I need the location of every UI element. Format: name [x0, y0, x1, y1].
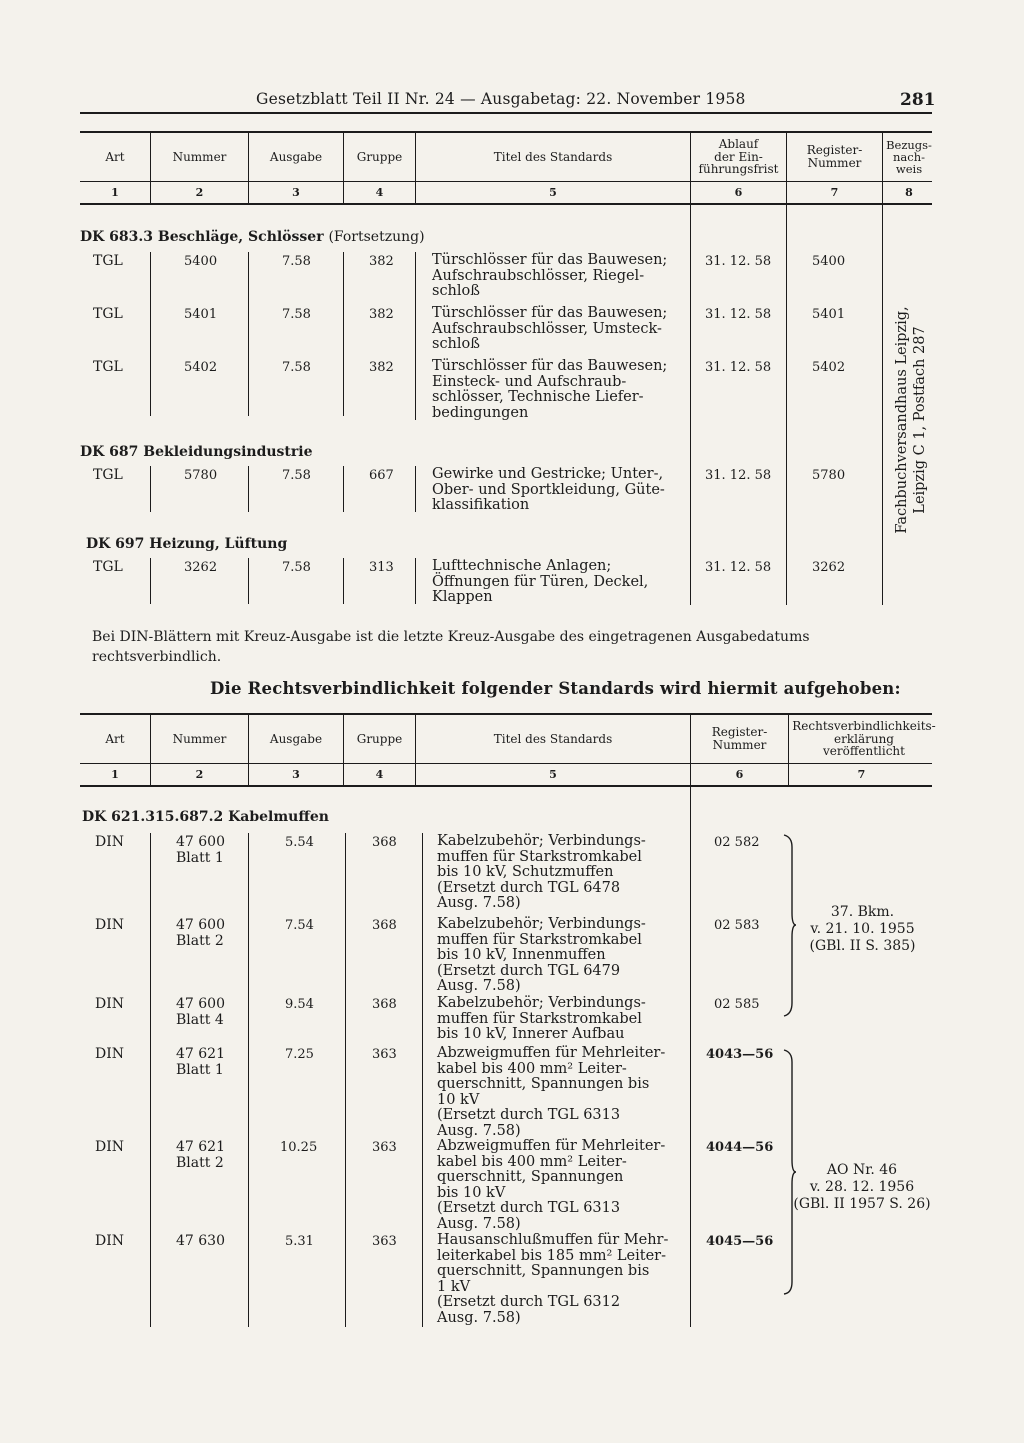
col-number: 1 — [111, 186, 119, 199]
row-titel: Gewirke und Gestricke; Unter-, Ober- und Sportkleidung, Güte- klassifikation — [432, 466, 665, 513]
row-gruppe: 363 — [372, 1140, 397, 1155]
col-header-ausgabe: Ausgabe — [269, 731, 323, 746]
row-gruppe: 368 — [372, 997, 397, 1012]
col-header-nummer: Nummer — [172, 731, 227, 746]
row-register: 02 582 — [714, 835, 760, 850]
table2-body-divider — [150, 833, 151, 1327]
row-frist: 31. 12. 58 — [705, 254, 772, 269]
row-ausgabe: 7.58 — [282, 254, 311, 269]
col-header-register: Register- Nummer — [806, 143, 863, 170]
row-frist: 31. 12. 58 — [705, 468, 772, 483]
row-nummer: 47 621 Blatt 2 — [176, 1139, 225, 1171]
table1-body-divider — [415, 252, 416, 420]
col-header-register: Register- Nummer — [711, 725, 768, 752]
table1-body-divider — [415, 466, 416, 512]
table2-num-rule — [80, 785, 932, 787]
row-register: 5402 — [812, 360, 846, 375]
col-number: 3 — [292, 768, 300, 781]
row-ausgabe: 10.25 — [280, 1140, 318, 1155]
col-number: 7 — [857, 768, 866, 781]
row-register: 4043—56 — [706, 1047, 774, 1062]
table1-col-divider — [882, 131, 883, 605]
row-gruppe: 363 — [372, 1047, 397, 1062]
row-art: TGL — [93, 467, 123, 483]
table2-body-divider — [345, 833, 346, 1327]
bezugsnachweis-vertical: Fachbuchversandhaus Leipzig, Leipzig C 1, Postfach 287 — [894, 306, 928, 534]
row-art: TGL — [93, 559, 123, 575]
row-ausgabe: 7.25 — [285, 1047, 314, 1062]
row-ausgabe: 7.58 — [282, 468, 311, 483]
col-number: 2 — [195, 768, 204, 781]
row-titel: Kabelzubehör; Verbindungs- muffen für Starkstromkabel bis 10 kV, Schutzmuffen (Ersetzt durch TGL 6478 Ausg. 7.58) — [437, 833, 646, 911]
col-number: 4 — [375, 768, 384, 781]
table1-body-divider — [415, 558, 416, 604]
row-frist: 31. 12. 58 — [705, 360, 772, 375]
page-number: 281 — [900, 90, 936, 110]
row-art: DIN — [95, 1233, 125, 1249]
row-gruppe: 368 — [372, 918, 397, 933]
row-art: TGL — [93, 359, 123, 375]
repeal-heading: Die Rechtsverbindlichkeit folgender Standards wird hiermit aufgehoben: — [210, 679, 901, 698]
row-frist: 31. 12. 58 — [705, 560, 772, 575]
section-title — [80, 229, 425, 245]
col-header-veroeffentlicht: Rechtsverbindlichkeits- erklärung veröffentlicht — [792, 719, 936, 759]
table1-body-divider — [248, 252, 249, 416]
row-ausgabe: 7.58 — [282, 360, 311, 375]
row-ausgabe: 5.54 — [285, 835, 314, 850]
row-nummer: 5400 — [184, 254, 218, 269]
row-nummer: 47 600 Blatt 2 — [176, 917, 225, 949]
kreuz-ausgabe-note: Bei DIN-Blättern mit Kreuz-Ausgabe ist die letzte Kreuz-Ausgabe des eingetragenen Ausgabedatums rechtsverbindlich. — [92, 629, 810, 665]
row-register: 02 583 — [714, 918, 760, 933]
row-gruppe: 382 — [369, 307, 394, 322]
table2-body-divider — [690, 787, 691, 1327]
row-gruppe: 382 — [369, 254, 394, 269]
row-register: 3262 — [812, 560, 846, 575]
group-publication: AO Nr. 46 v. 28. 12. 1956 (GBl. II 1957 S. 26) — [793, 1162, 931, 1212]
col-number: 6 — [734, 186, 743, 199]
row-titel: Hausanschlußmuffen für Mehr- leiterkabel bis 185 mm² Leiter- querschnitt, Spannungen bis 1 kV (Ersetzt durch TGL 6312 Ausg. 7.58) — [437, 1232, 669, 1326]
col-header-gruppe: Gruppe — [356, 149, 403, 164]
row-nummer: 5402 — [184, 360, 218, 375]
row-ausgabe: 9.54 — [285, 997, 314, 1012]
row-register: 02 585 — [714, 997, 760, 1012]
table1-body-divider — [343, 252, 344, 416]
row-nummer: 5401 — [184, 307, 218, 322]
section-title-bold: DK 687 Bekleidungsindustrie — [80, 444, 313, 460]
col-header-bezug: Bezugs- nach- weis — [886, 137, 932, 177]
col-header-nummer: Nummer — [172, 149, 227, 164]
table1-body-divider — [150, 252, 151, 416]
table1-body-divider — [248, 466, 249, 512]
table2-body-divider — [248, 833, 249, 1327]
col-number: 8 — [905, 186, 913, 199]
col-number: 5 — [549, 768, 557, 781]
row-titel: Türschlösser für das Bauwesen; Aufschraubschlösser, Umsteck- schloß — [432, 305, 668, 352]
header-rule — [80, 112, 932, 114]
row-register: 5780 — [812, 468, 846, 483]
col-header-gruppe: Gruppe — [356, 731, 403, 746]
table2-head-rule — [80, 763, 932, 764]
row-register: 5401 — [812, 307, 846, 322]
section-title-bold: DK 683.3 Beschläge, Schlösser — [80, 229, 324, 245]
col-number: 2 — [195, 186, 204, 199]
table1-body-divider — [150, 558, 151, 604]
row-nummer: 47 621 Blatt 1 — [176, 1046, 225, 1078]
table1-col-divider — [786, 131, 787, 605]
section-title — [80, 444, 313, 460]
table1-body-divider — [343, 466, 344, 512]
section-title — [86, 536, 287, 552]
table1-body-divider — [150, 466, 151, 512]
row-nummer: 47 600 Blatt 1 — [176, 834, 225, 866]
col-number: 5 — [549, 186, 557, 199]
row-register: 5400 — [812, 254, 846, 269]
row-nummer: 47 630 — [176, 1233, 225, 1249]
col-header-ausgabe: Ausgabe — [269, 149, 323, 164]
col-header-art: Art — [105, 731, 125, 746]
row-titel: Abzweigmuffen für Mehrleiter- kabel bis 400 mm² Leiter- querschnitt, Spannungen bis 10 kV (Ersetzt durch TGL 6313 Ausg. 7.58) — [437, 1045, 666, 1139]
table1-body-divider — [248, 558, 249, 604]
row-art: DIN — [95, 996, 125, 1012]
col-header-art: Art — [105, 149, 125, 164]
row-frist: 31. 12. 58 — [705, 307, 772, 322]
row-ausgabe: 7.54 — [285, 918, 314, 933]
row-nummer: 47 600 Blatt 4 — [176, 996, 225, 1028]
row-gruppe: 363 — [372, 1234, 397, 1249]
table2-body-divider — [422, 833, 423, 1327]
row-gruppe: 368 — [372, 835, 397, 850]
col-header-titel: Titel des Standards — [493, 149, 613, 164]
row-register: 4045—56 — [706, 1234, 774, 1249]
row-register: 4044—56 — [706, 1140, 774, 1155]
col-header-titel: Titel des Standards — [493, 731, 613, 746]
row-titel: Lufttechnische Anlagen; Öffnungen für Türen, Deckel, Klappen — [432, 558, 649, 605]
table1-num-rule — [80, 203, 932, 205]
table1-head-rule — [80, 181, 932, 182]
row-gruppe: 313 — [369, 560, 394, 575]
row-titel: Kabelzubehör; Verbindungs- muffen für Starkstromkabel bis 10 kV, Innenmuffen (Ersetzt durch TGL 6479 Ausg. 7.58) — [437, 916, 646, 994]
col-number: 4 — [375, 186, 384, 199]
section-title-plain: (Fortsetzung) — [328, 229, 425, 245]
row-titel: Kabelzubehör; Verbindungs- muffen für Starkstromkabel bis 10 kV, Innerer Aufbau — [437, 995, 646, 1042]
row-ausgabe: 7.58 — [282, 560, 311, 575]
row-gruppe: 667 — [369, 468, 394, 483]
col-number: 1 — [111, 768, 119, 781]
section-title-bold: DK 697 Heizung, Lüftung — [86, 536, 288, 552]
table1-col-divider — [690, 131, 691, 605]
row-art: DIN — [95, 1139, 125, 1155]
row-nummer: 5780 — [184, 468, 218, 483]
row-art: DIN — [95, 834, 125, 850]
col-number: 3 — [292, 186, 300, 199]
row-gruppe: 382 — [369, 360, 394, 375]
group-publication: 37. Bkm. v. 21. 10. 1955 (GBl. II S. 385) — [809, 904, 916, 954]
row-nummer: 3262 — [184, 560, 218, 575]
section-title: DK 621.315.687.2 Kabelmuffen — [82, 809, 329, 825]
row-ausgabe: 5.31 — [285, 1234, 314, 1249]
row-art: DIN — [95, 917, 125, 933]
col-number: 7 — [830, 186, 839, 199]
row-titel: Türschlösser für das Bauwesen; Aufschraubschlösser, Riegel- schloß — [432, 252, 668, 299]
row-art: TGL — [93, 306, 123, 322]
row-ausgabe: 7.58 — [282, 307, 311, 322]
row-art: DIN — [95, 1046, 125, 1062]
row-art: TGL — [93, 253, 123, 269]
row-titel: Türschlösser für das Bauwesen; Einsteck- und Aufschraub- schlösser, Technische Liefer- bedingungen — [432, 358, 668, 421]
table1-body-divider — [343, 558, 344, 604]
col-number: 6 — [735, 768, 744, 781]
col-header-frist: Ablauf der Ein- führungsfrist — [698, 137, 779, 177]
page-header-title: Gesetzblatt Teil II Nr. 24 — Ausgabetag: 22. November 1958 — [256, 90, 746, 108]
row-titel: Abzweigmuffen für Mehrleiter- kabel bis 400 mm² Leiter- querschnitt, Spannungen bis 10 kV (Ersetzt durch TGL 6313 Ausg. 7.58) — [437, 1138, 666, 1232]
